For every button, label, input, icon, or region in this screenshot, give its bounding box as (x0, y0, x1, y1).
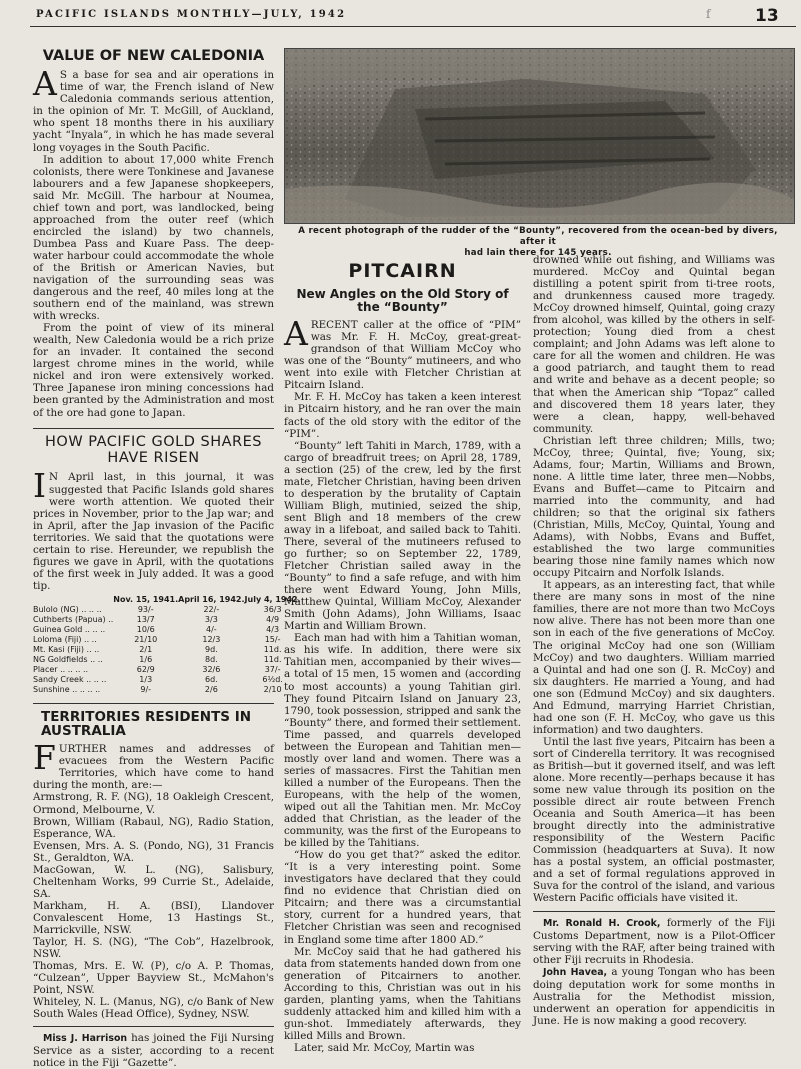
evacuee-entry: Brown, William (Rabaul, NG), Radio Station, Esperance, WA. (33, 815, 274, 840)
table-row: Guinea Gold .. .. .. 10/6 4/- 4/3 (33, 624, 280, 634)
gold-shares-table (33, 595, 301, 695)
evacuee-entry: Armstrong, R. F. (NG), 18 Oakleigh Crescent, Ormond, Melbourne, V. (33, 791, 274, 816)
crook-note: Mr. Ronald H. Crook, formerly of the Fiji Customs Department, now is a Pilot-Officer serving with the RAF, after being trained with other Fiji recruits in Rhodesia. (533, 916, 775, 966)
section-divider (33, 1026, 274, 1027)
pitcairn-cont-p4: Until the last five years, Pitcairn has been a sort of Cinderella territory. It was recognised as British—but it governed itself, and was left alone. More recently—perhaps because it has some new value through its position on the possible direct air route between French Oceania and South America—it has been brought directly into the administrative responsibility of the Western Pacific Commission (headquarters at Suva). It now has a postal system, an official postmaster, and a set of formal regulations approved in Suva for the control of the island, and various Western Pacific officials have visited it. (533, 735, 775, 905)
territories-title-1: TERRITORIES RESIDENTS IN (41, 708, 252, 725)
page-number: 13 (755, 6, 779, 26)
table-row: Loloma (Fiji) .. .. 21/10 12/3 15/- (33, 634, 281, 644)
drop-cap: A (33, 64, 57, 104)
table-row: Sandy Creek .. .. .. 1/3 6d. 6½d. (33, 674, 283, 684)
evacuee-entry: Evensen, Mrs. A. S. (Pondo, NG), 31 Francis St., Geraldton, WA. (33, 839, 274, 864)
harrison-note: Miss J. Harrison has joined the Fiji Nursing Service as a sister, according to a recent notice in the Fiji “Gazette”. (33, 1032, 274, 1069)
margin-mark: f (706, 7, 711, 21)
table-row: Bulolo (NG) .. .. .. 93/- 22/- 36/3 (33, 604, 282, 614)
pitcairn-p6: Mr. McCoy said that he had gathered his data from statements handed down from one generation of Pitcairners to another. According to this, Christian was out in his garden, planting yams, when the Tahitians suddenly attacked him and killed him with a gun-shot. Immediately afterwards, they killed Mills and Brown. (284, 945, 521, 1042)
pitcairn-p7: Later, said Mr. McCoy, Martin was (294, 1041, 475, 1054)
table-row: Cuthberts (Papua) .. 13/7 3/3 4/9 (33, 614, 280, 624)
table-header-row: Nov. 15, 1941. April 16, 1942. July 4, 1942. (113, 594, 301, 604)
pitcairn-cont-p2: Christian left three children; Mills, two; McCoy, three; Quintal, five; Young, six; Adams, four; Martin, Williams and Brown, none. A little time later, three men—Nobbs, Evans and Buffet—came to Pitcairn and married into the community, and had children; so that the original six fathers (Christian, Mills, McCoy, Quintal, Young and Adams), with Nobbs, Evans and Buffet, established the two large communities bearing those nine family names which now occupy Pitcairn and Norfolk Islands. (533, 434, 775, 580)
gold-shares-title-1: HOW PACIFIC GOLD SHARES (45, 433, 262, 450)
pitcairn-cont-p1: drowned while out fishing, and Williams was murdered. McCoy and Quintal began distilling a potent spirit from ti-tree roots, and drunkenness caused more tragedy. McCoy drowned himself, Quintal, going crazy from alcohol, was killed by the others in self-protection; Young died from a chest complaint; and John Adams was left alone to care for all the women and children. He was a good patriarch, and taught them to read and write and behave as a decent people; so that when the American ship “Topaz” called and discovered them 18 years later, they were a clean, happy, well-behaved community. (533, 254, 775, 435)
territories-title-2: AUSTRALIA (41, 723, 126, 740)
running-header: PACIFIC ISLANDS MONTHLY—JULY, 1942 (36, 9, 347, 20)
drop-cap: F (33, 738, 56, 778)
evacuee-entry: Thomas, Mrs. E. W. (P), c/o A. P. Thomas, “Culzean”, Upper Bayview St., McMahon's Point, NSW. (33, 960, 274, 997)
evacuee-entry: Taylor, H. S. (NG), “The Cob”, Hazelbrook, NSW. (33, 936, 274, 961)
left-column (33, 48, 301, 1069)
section-divider (33, 428, 274, 429)
new-caledonia-title: VALUE OF NEW CALEDONIA (42, 48, 265, 64)
evacuee-entry: Markham, H. A. (BSI), Llandover Convalescent Home, 13 Hastings St., Marrickville, NSW. (33, 899, 274, 936)
pitcairn-p1: ARECENT caller at the office of “PIM” was Mr. F. H. McCoy, great-great-grandson of that William McCoy who was one of the “Bounty” mutineers, and who went into exile with Fletcher Christian at Pitcairn Island. (284, 314, 521, 392)
gold-shares-p1: I N April last, in this journal, it was suggested that Pacific Islands gold shares were worth attention. We quoted their prices in November, prior to the Jap war; and in April, after the Jap invasion of the Pacific territories. We said that the quotations were certain to rise. Hereunder, we republish the figures we gave in April, with the quotations of the first week in July added. It was a good tip. (33, 466, 274, 592)
havea-note: John Havea, a young Tongan who has been doing deputation work for some months in Australia for the Methodist mission, underwent an operation for appendicitis in June. He is now making a good recovery. (533, 965, 775, 1027)
pitcairn-subtitle-2: the “Bounty” (357, 299, 448, 314)
right-column (533, 254, 775, 1027)
new-caledonia-p3: From the point of view of its mineral wealth, New Caledonia would be a rich prize for an invader. It contained the second largest chrome mines in the world, while nickel and iron were extensively worked. Three Japanese iron mining concessions had been granted by the Administration and most of the ore had gone to Japan. (33, 322, 274, 419)
table-row: Mt. Kasi (Fiji) .. .. 2/1 9d. 11d. (33, 644, 282, 654)
pitcairn-p2: Mr. F. H. McCoy has taken a keen interest in Pitcairn history, and he ran over the main facts of the old story with the editor of the “PIM”. (284, 391, 521, 440)
evacuee-entry: MacGowan, W. L. (NG), Salisbury, Cheltenham Works, 99 Currie St., Adelaide, SA. (33, 863, 274, 900)
pitcairn-subtitle-1: New Angles on the Old Story of (296, 286, 509, 301)
pitcairn-cont-p3: It appears, as an interesting fact, that while there are many sons in most of the nine families, there are not more than two McCoys now alive. There has not been more than one son in each of the five generations of McCoy. The original McCoy had one son (William McCoy) and two daughters. William married a Quintal and had one son (J. R. McCoy) and six daughters. He married a Young, and had one son (Edmund McCoy) and six daughters. And Edmund, marrying Harriet Christian, had one son (F. H. McCoy, who gave us this information) and two daughters. (533, 579, 775, 736)
drop-cap: A (284, 314, 308, 354)
gold-shares-title-2: HAVE RISEN (107, 449, 200, 466)
evacuee-entry: Whiteley, N. L. (Manus, NG), c/o Bank of New South Wales (Head Office), Sydney, NSW. (33, 996, 274, 1021)
pitcairn-p3: “Bounty” left Tahiti in March, 1789, with a cargo of breadfruit trees; on April 28, 1789, a section (25) of the crew, led by the first mate, Fletcher Christian, having been driven to desperation by the brutality of Captain William Bligh, mutinied, seized the ship, sent Bligh and 18 members of the crew away in a lifeboat, and sailed back to Tahiti. There, several of the mutineers refused to go further; so on September 22, 1789, Fletcher Christian sailed away in the “Bounty” to find a safe refuge, and with him there went Edward Young, John Mills, Matthew Quintal, William McCoy, Alexander Smith (John Adams), John Williams, Isaac Martin and William Brown. (284, 439, 521, 633)
table-row: Sunshine .. .. .. .. 9/- 2/6 2/10 (33, 684, 282, 694)
bounty-rudder-photo (284, 48, 795, 224)
section-divider (33, 703, 274, 704)
new-caledonia-p2: In addition to about 17,000 white French colonists, there were Tonkinese and Javanese labourers and a few Japanese shopkeepers, said Mr. McGill. The harbour at Noumea, chief town and port, was landlocked, being approached from the outer reef (which encircled the island) by two channels, Dumbea Pass and Kuare Pass. The deep-water harbour could accommodate the whole of the British or American Navies, but navigation of the surrounding seas was dangerous and the reef, 40 miles long at the southern end of the mainland, was strewn with wrecks. (33, 153, 274, 323)
pitcairn-title: PITCAIRN (348, 260, 457, 282)
table-row: NG Goldfields .. .. 1/6 8d. 11d. (33, 654, 282, 664)
photo-image (285, 49, 794, 223)
territories-p1: FURTHER names and addresses of evacuees from the Western Pacific Territories, which have come to hand during the month, are:— (33, 738, 274, 792)
drop-cap: I (33, 466, 47, 506)
pitcairn-column (284, 262, 521, 1054)
photo-caption: A recent photograph of the rudder of the “Bounty”, recovered from the ocean-bed by divers, after it had lain there for 145 years. (298, 226, 778, 258)
table-row: Placer .. .. .. .. 62/9 32/6 37/- (33, 664, 281, 674)
pitcairn-p4: Each man had with him a Tahitian woman, as his wife. In addition, there were six Tahitian men, accompanied by their wives—a total of 15 men, 15 women and (according to most accounts) a young Tahitian girl. They found Pitcairn Island on January 23, 1790, took possession, stripped and sank the “Bounty” there, and formed their settlement. Time passed, and quarrels developed between the European and Tahitian men—mostly over land and women. There was a series of massacres. First the Tahitian men killed a number of the Europeans. Then the Europeans, with the help of the women, wiped out all the Tahitian men. Mr. McCoy added that Christian, as the leader of the community, was the first of the Europeans to be killed by the Tahitians. (284, 632, 521, 850)
pitcairn-p5: “How do you get that?” asked the editor. “It is a very interesting point. Some investigators have declared that they could find no evidence that Christian died on Pitcairn; and there was a circumstantial story, current for a hundred years, that Fletcher Christian was seen and recognised in England some time after 1800 AD.” (284, 849, 521, 946)
new-caledonia-p1: A S a base for sea and air operations in time of war, the French island of New Caledonia commands serious attention, in the opinion of Mr. T. McGill, of Auckland, who spent 18 months there in his auxiliary yacht “Inyala”, in which he has made several long voyages in the South Pacific. (33, 64, 274, 154)
section-divider (533, 911, 775, 912)
header-rule (30, 26, 796, 27)
